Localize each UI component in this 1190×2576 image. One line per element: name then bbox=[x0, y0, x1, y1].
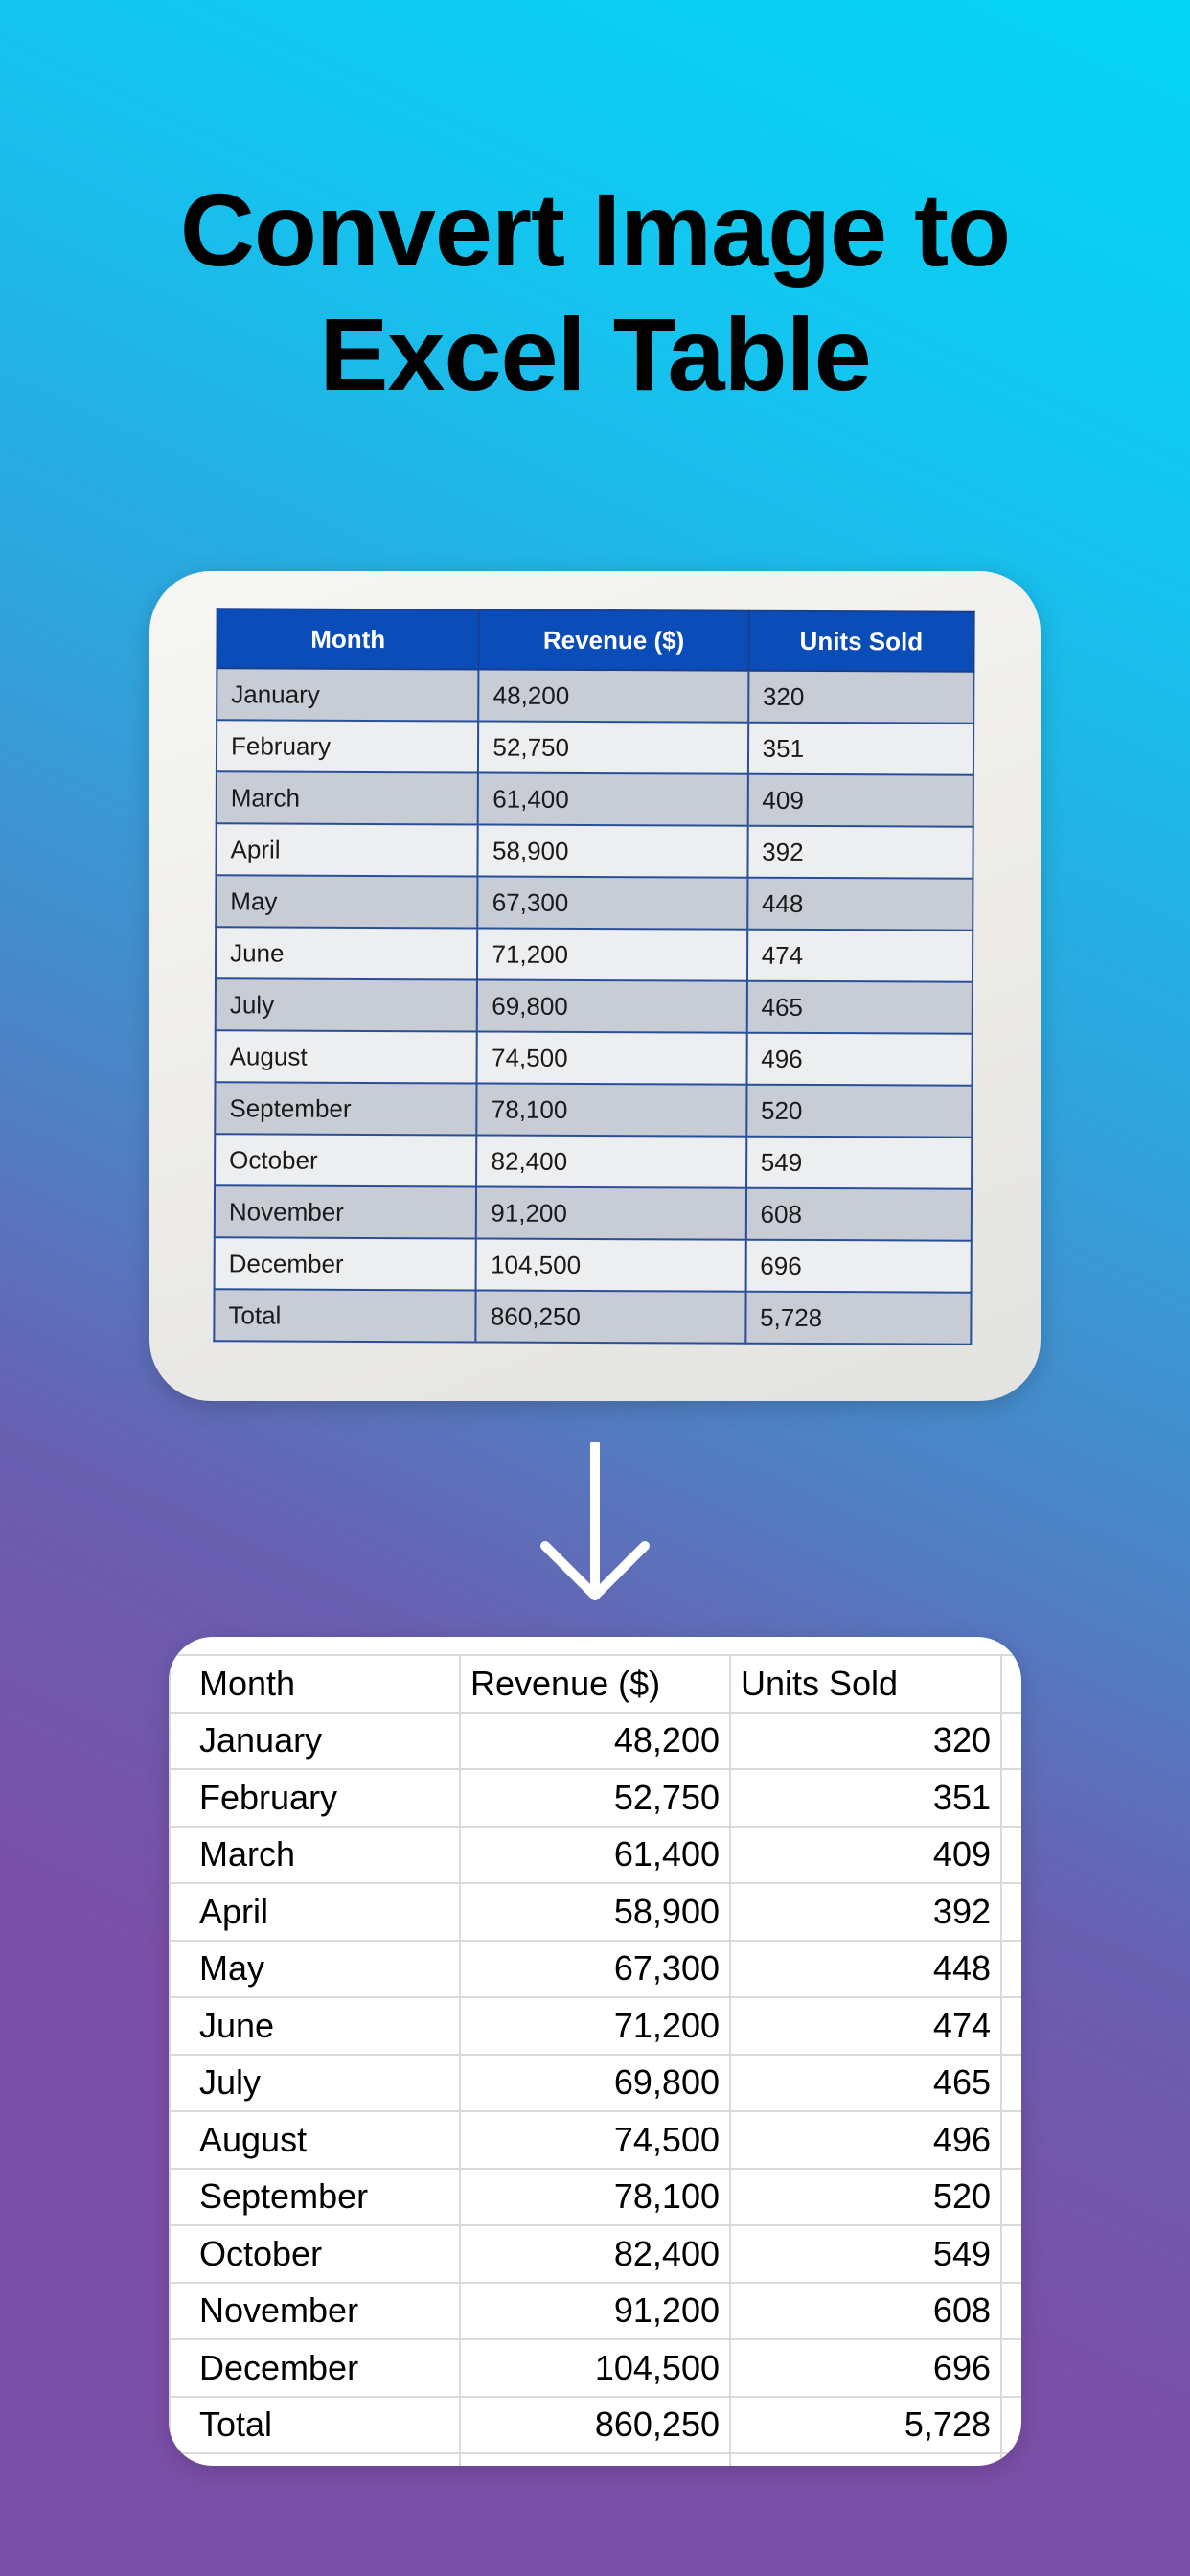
sheet-row bbox=[170, 1997, 1021, 2055]
sheet-header-month[interactable]: Month bbox=[170, 1655, 460, 1713]
sheet-cell-revenue[interactable]: 69,800 bbox=[460, 2055, 730, 2112]
photo-cell-month: September bbox=[215, 1082, 477, 1135]
sheet-cell-month[interactable]: October bbox=[170, 2225, 460, 2283]
sheet-header-revenue[interactable]: Revenue ($) bbox=[460, 1655, 730, 1713]
sheet-cell-units[interactable]: 465 bbox=[730, 2055, 1001, 2112]
photo-cell-month: August bbox=[216, 1030, 478, 1083]
sheet-empty-cell[interactable] bbox=[1001, 2055, 1021, 2112]
photo-header-row bbox=[217, 609, 973, 671]
photo-cell-units: 409 bbox=[747, 774, 973, 827]
sheet-empty-cell[interactable] bbox=[1001, 2397, 1021, 2454]
sheet-cell-month[interactable]: July bbox=[170, 2055, 460, 2112]
sheet-cell-revenue[interactable]: 58,900 bbox=[460, 1883, 730, 1941]
sheet-empty-cell[interactable] bbox=[1001, 2169, 1021, 2226]
sheet-empty-cell[interactable] bbox=[1001, 1655, 1021, 1713]
sheet-cell-revenue[interactable]: 74,500 bbox=[460, 2111, 730, 2169]
sheet-cell-units[interactable]: 608 bbox=[730, 2283, 1001, 2340]
sheet-empty-cell[interactable] bbox=[1001, 2339, 1021, 2397]
source-photo-table bbox=[213, 608, 974, 1345]
photo-cell-units: 392 bbox=[747, 826, 973, 879]
photo-cell-units: 5,728 bbox=[745, 1292, 972, 1345]
sheet-cell-month[interactable]: March bbox=[170, 1827, 460, 1884]
sheet-cell-month[interactable]: Total bbox=[170, 2397, 460, 2454]
photo-cell-revenue: 78,100 bbox=[477, 1083, 746, 1136]
sheet-empty-cell[interactable] bbox=[1001, 1883, 1021, 1941]
sheet-row bbox=[170, 2397, 1021, 2454]
photo-cell-units: 351 bbox=[748, 723, 974, 775]
photo-cell-units: 549 bbox=[746, 1137, 973, 1189]
sheet-cell-revenue[interactable]: 52,750 bbox=[460, 1769, 730, 1827]
sheet-cell-revenue[interactable]: 860,250 bbox=[460, 2397, 730, 2454]
sheet-cell-units[interactable]: 696 bbox=[730, 2339, 1001, 2397]
sheet-row bbox=[170, 2339, 1021, 2397]
photo-table-row bbox=[216, 1030, 973, 1085]
photo-cell-month: June bbox=[216, 927, 478, 979]
sheet-cell-revenue[interactable]: 78,100 bbox=[460, 2169, 730, 2226]
photo-cell-revenue: 82,400 bbox=[476, 1135, 745, 1187]
sheet-blank-row bbox=[170, 2453, 1021, 2466]
headline-line-2: Excel Table bbox=[319, 296, 871, 412]
sheet-cell-month[interactable]: November bbox=[170, 2283, 460, 2340]
photo-table-row bbox=[216, 978, 973, 1033]
photo-table-row bbox=[217, 771, 973, 826]
sheet-empty-cell[interactable] bbox=[1001, 1713, 1021, 1770]
sheet-cell-revenue[interactable]: 104,500 bbox=[460, 2339, 730, 2397]
photo-cell-month: January bbox=[217, 668, 479, 721]
sheet-cell-units[interactable]: 320 bbox=[730, 1713, 1001, 1770]
spreadsheet-card bbox=[169, 1637, 1021, 2466]
photo-cell-units: 448 bbox=[747, 878, 973, 931]
photo-cell-revenue: 104,500 bbox=[476, 1238, 745, 1291]
sheet-cell-revenue[interactable]: 48,200 bbox=[460, 1713, 730, 1770]
sheet-cell-units[interactable]: 520 bbox=[730, 2169, 1001, 2226]
sheet-cell-units[interactable]: 392 bbox=[730, 1883, 1001, 1941]
sheet-empty-cell[interactable] bbox=[170, 2453, 460, 2466]
sheet-cell-month[interactable]: September bbox=[170, 2169, 460, 2226]
sheet-cell-revenue[interactable]: 61,400 bbox=[460, 1827, 730, 1884]
photo-cell-units: 608 bbox=[745, 1188, 972, 1241]
sheet-empty-cell[interactable] bbox=[1001, 1997, 1021, 2055]
photo-table-row bbox=[215, 1082, 972, 1137]
sheet-empty-cell[interactable] bbox=[1001, 1827, 1021, 1884]
photo-cell-revenue: 67,300 bbox=[478, 876, 747, 929]
photo-cell-month: October bbox=[215, 1134, 477, 1186]
sheet-cell-units[interactable]: 448 bbox=[730, 1941, 1001, 1998]
sheet-header-row bbox=[170, 1655, 1021, 1713]
photo-cell-units: 496 bbox=[746, 1033, 973, 1086]
sheet-row bbox=[170, 2169, 1021, 2226]
sheet-empty-cell[interactable] bbox=[1001, 1941, 1021, 1998]
sheet-row bbox=[170, 1827, 1021, 1884]
sheet-empty-cell[interactable] bbox=[1001, 2225, 1021, 2283]
photo-table-row bbox=[216, 823, 973, 878]
photo-cell-revenue: 69,800 bbox=[477, 979, 746, 1032]
sheet-row bbox=[170, 2225, 1021, 2283]
spreadsheet-table bbox=[169, 1654, 1021, 2466]
photo-cell-month: July bbox=[216, 978, 478, 1031]
sheet-cell-units[interactable]: 496 bbox=[730, 2111, 1001, 2169]
sheet-cell-month[interactable]: January bbox=[170, 1713, 460, 1770]
sheet-cell-revenue[interactable]: 82,400 bbox=[460, 2225, 730, 2283]
photo-cell-month: May bbox=[216, 875, 478, 928]
photo-cell-units: 520 bbox=[746, 1085, 973, 1138]
photo-table-row bbox=[216, 875, 973, 930]
sheet-empty-cell[interactable] bbox=[1001, 2453, 1021, 2466]
photo-cell-month: April bbox=[216, 823, 478, 876]
sheet-cell-units[interactable]: 351 bbox=[730, 1769, 1001, 1827]
sheet-cell-revenue[interactable]: 71,200 bbox=[460, 1997, 730, 2055]
sheet-cell-units[interactable]: 474 bbox=[730, 1997, 1001, 2055]
sheet-empty-cell[interactable] bbox=[460, 2453, 730, 2466]
sheet-cell-revenue[interactable]: 91,200 bbox=[460, 2283, 730, 2340]
sheet-row bbox=[170, 2283, 1021, 2340]
sheet-empty-cell[interactable] bbox=[730, 2453, 1001, 2466]
sheet-row bbox=[170, 1713, 1021, 1770]
photo-table-row bbox=[217, 720, 973, 774]
photo-cell-revenue: 48,200 bbox=[479, 669, 748, 722]
sheet-cell-month[interactable]: August bbox=[170, 2111, 460, 2169]
photo-cell-revenue: 860,250 bbox=[476, 1290, 745, 1343]
sheet-cell-month[interactable]: December bbox=[170, 2339, 460, 2397]
photo-table-row bbox=[215, 1134, 972, 1188]
photo-cell-revenue: 74,500 bbox=[477, 1031, 746, 1084]
sheet-row bbox=[170, 1941, 1021, 1998]
sheet-row bbox=[170, 2111, 1021, 2169]
source-photo-card bbox=[149, 571, 1041, 1401]
sheet-cell-month[interactable]: May bbox=[170, 1941, 460, 1998]
photo-cell-revenue: 52,750 bbox=[478, 721, 747, 773]
sheet-cell-units[interactable]: 5,728 bbox=[730, 2397, 1001, 2454]
photo-cell-units: 474 bbox=[747, 930, 973, 982]
photo-cell-month: March bbox=[217, 771, 479, 824]
sheet-row bbox=[170, 1769, 1021, 1827]
photo-cell-units: 465 bbox=[746, 981, 973, 1034]
photo-cell-revenue: 71,200 bbox=[477, 928, 746, 980]
sheet-empty-cell[interactable] bbox=[1001, 1769, 1021, 1827]
sheet-empty-cell[interactable] bbox=[1001, 2283, 1021, 2340]
photo-table-row bbox=[217, 668, 973, 723]
sheet-cell-units[interactable]: 409 bbox=[730, 1827, 1001, 1884]
photo-table-row bbox=[215, 1185, 972, 1240]
sheet-cell-month[interactable]: April bbox=[170, 1883, 460, 1941]
arrow-down-icon bbox=[538, 1442, 652, 1605]
photo-table-row bbox=[215, 1237, 972, 1292]
photo-table-row bbox=[214, 1289, 971, 1344]
sheet-row bbox=[170, 1883, 1021, 1941]
headline-line-1: Convert Image to bbox=[179, 172, 1011, 288]
photo-header-revenue: Revenue ($) bbox=[479, 610, 749, 670]
photo-cell-month: Total bbox=[214, 1289, 476, 1342]
photo-header-month: Month bbox=[217, 609, 479, 669]
photo-cell-revenue: 91,200 bbox=[476, 1186, 745, 1239]
photo-cell-month: December bbox=[215, 1237, 477, 1290]
photo-cell-units: 696 bbox=[745, 1240, 972, 1293]
photo-cell-month: November bbox=[215, 1185, 477, 1238]
photo-cell-month: February bbox=[217, 720, 479, 772]
photo-header-units: Units Sold bbox=[748, 611, 974, 672]
sheet-cell-month[interactable]: February bbox=[170, 1769, 460, 1827]
sheet-empty-cell[interactable] bbox=[1001, 2111, 1021, 2169]
photo-table-row bbox=[216, 927, 973, 981]
sheet-cell-month[interactable]: June bbox=[170, 1997, 460, 2055]
headline bbox=[0, 168, 1190, 417]
photo-cell-units: 320 bbox=[748, 671, 974, 724]
sheet-header-units[interactable]: Units Sold bbox=[730, 1655, 1001, 1713]
photo-cell-revenue: 58,900 bbox=[478, 824, 747, 877]
photo-cell-revenue: 61,400 bbox=[478, 772, 747, 825]
sheet-cell-revenue[interactable]: 67,300 bbox=[460, 1941, 730, 1998]
sheet-cell-units[interactable]: 549 bbox=[730, 2225, 1001, 2283]
sheet-row bbox=[170, 2055, 1021, 2112]
